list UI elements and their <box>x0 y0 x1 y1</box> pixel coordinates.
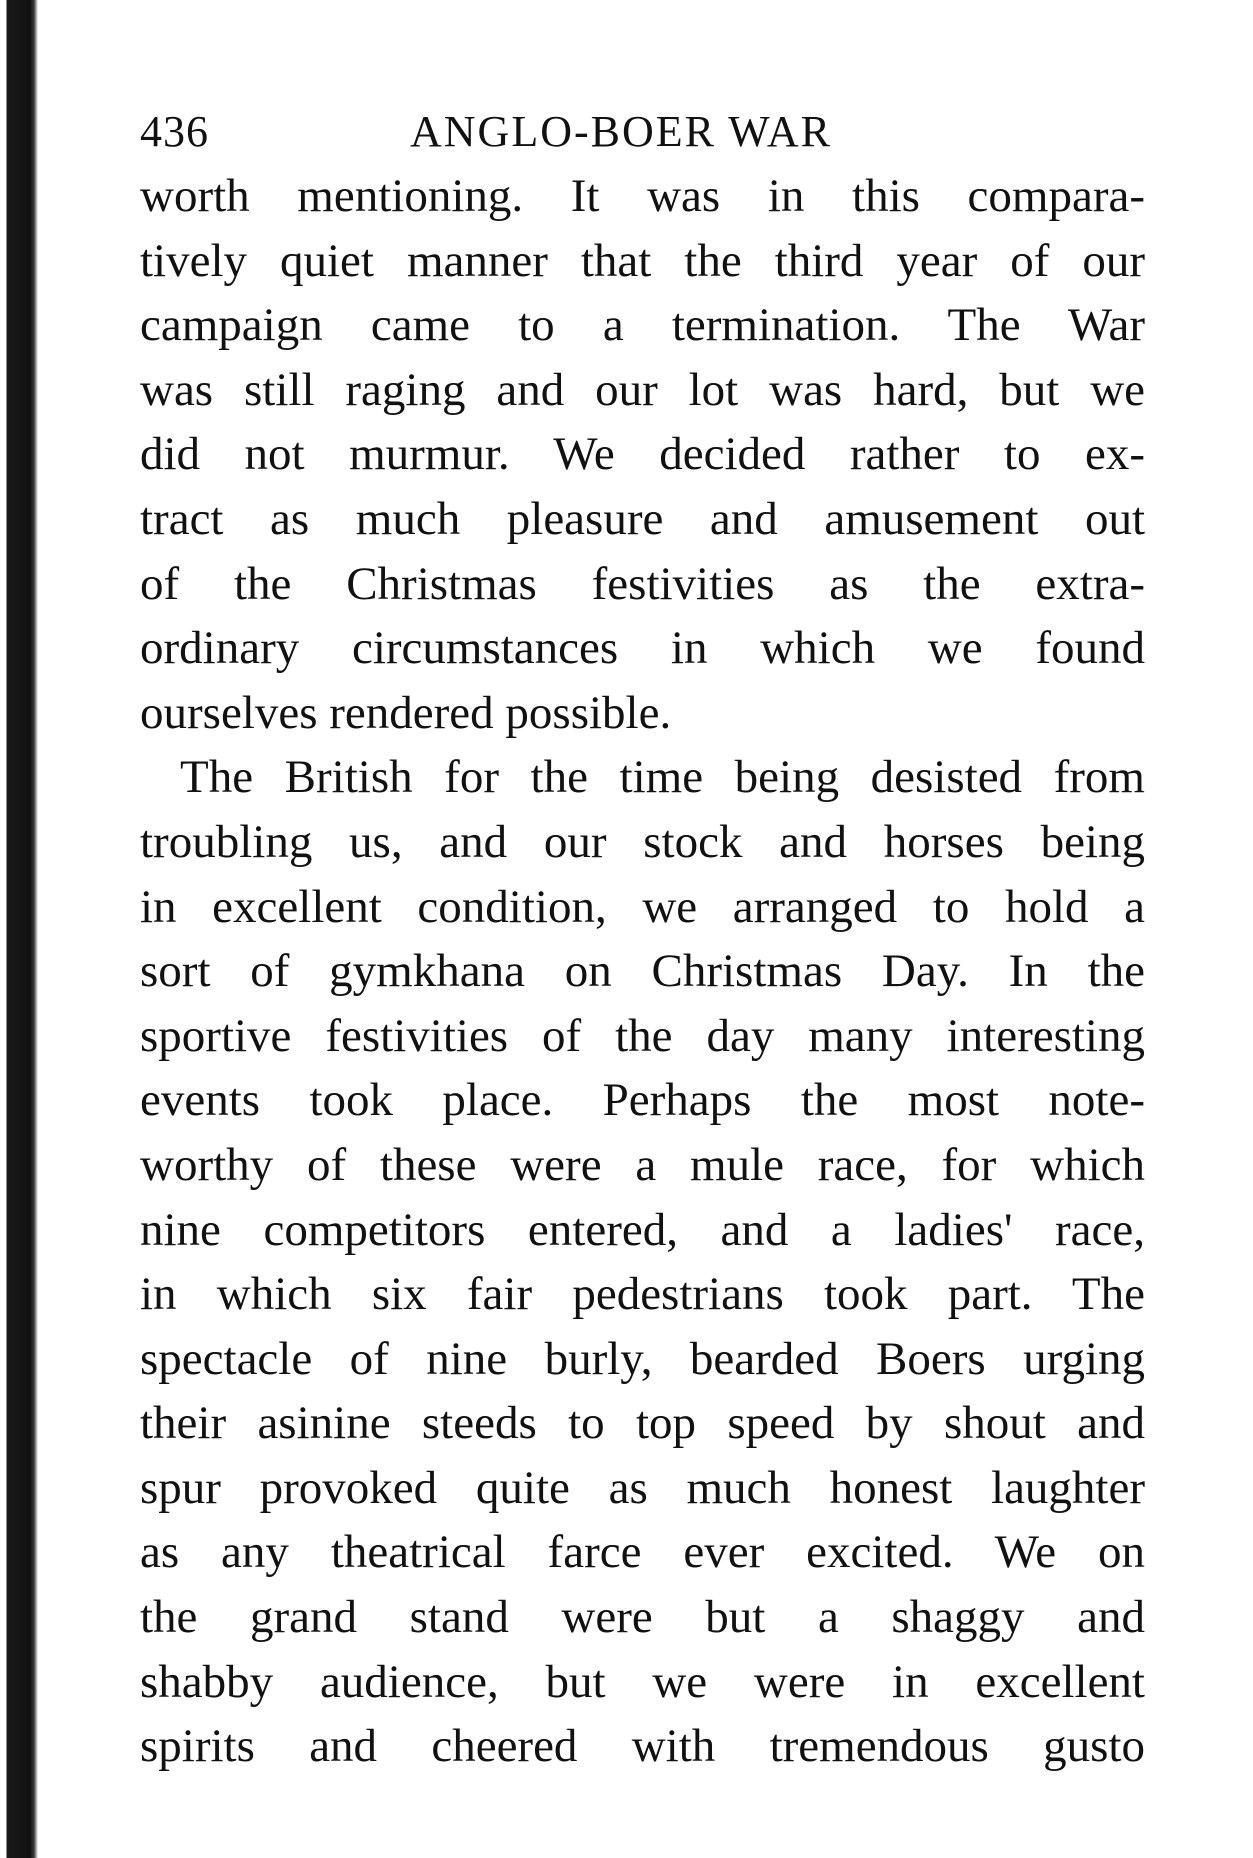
text-line: spur provoked quite as much honest laughter <box>140 1461 1145 1514</box>
text-line: was still raging and our lot was hard, but we <box>140 363 1145 416</box>
text-line: ordinary circumstances in which we found <box>140 622 1145 675</box>
text-line: in excellent condition, we arranged to hold a <box>140 880 1145 933</box>
text-line: worthy of these were a mule race, for which <box>140 1138 1145 1191</box>
page-binding-edge <box>0 0 38 1858</box>
running-header <box>140 100 1140 164</box>
text-line: the grand stand were but a shaggy and <box>140 1591 1145 1644</box>
text-line: did not murmur. We decided rather to ex- <box>140 428 1145 481</box>
text-line: sportive festivities of the day many interesting <box>140 1009 1145 1062</box>
page-number: 436 <box>140 107 209 156</box>
text-line: tively quiet manner that the third year of our <box>140 234 1145 287</box>
text-line: troubling us, and our stock and horses being <box>140 815 1145 868</box>
text-line: as any theatrical farce ever excited. We on <box>140 1526 1145 1579</box>
text-line: tract as much pleasure and amusement out <box>140 492 1145 545</box>
running-title: ANGLO-BOER WAR <box>410 107 832 156</box>
paragraph-2 <box>140 745 1145 1779</box>
text-line: campaign came to a termination. The War <box>140 299 1145 352</box>
paragraph-1 <box>140 164 1145 745</box>
text-line: sort of gymkhana on Christmas Day. In the <box>140 945 1145 998</box>
text-line: worth mentioning. It was in this compara- <box>140 170 1145 222</box>
text-line: ourselves rendered possible. <box>140 686 672 739</box>
text-line: in which six fair pedestrians took part. The <box>140 1268 1145 1321</box>
text-line: spirits and cheered with tremendous gusto <box>140 1720 1145 1773</box>
book-page <box>140 100 1145 1779</box>
text-line: The British for the time being desisted from <box>180 751 1145 804</box>
text-line: events took place. Perhaps the most note- <box>140 1074 1145 1127</box>
text-line: shabby audience, but we were in excellent <box>140 1655 1145 1708</box>
text-line: of the Christmas festivities as the extra- <box>140 557 1145 610</box>
text-line: spectacle of nine burly, bearded Boers urging <box>140 1332 1145 1385</box>
text-line: nine competitors entered, and a ladies' race, <box>140 1203 1145 1256</box>
text-line: their asinine steeds to top speed by shout and <box>140 1397 1145 1450</box>
